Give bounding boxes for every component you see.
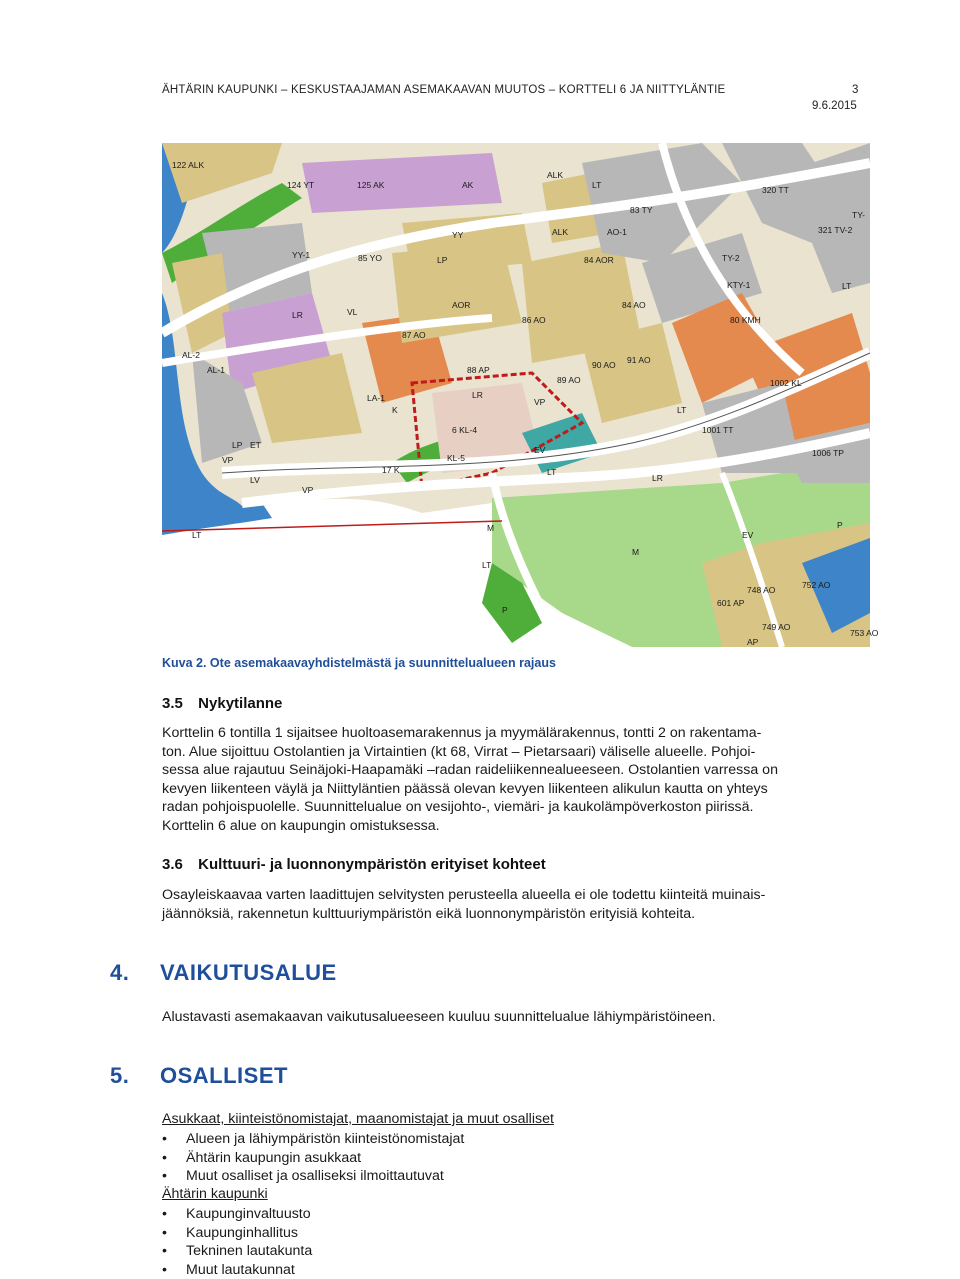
section-title: Nykytilanne: [198, 695, 283, 712]
map-label: 88 AP: [467, 365, 490, 375]
map-label: 748 AO: [747, 585, 776, 595]
map-label: 6 KL-4: [452, 425, 478, 435]
section-number: 3.5: [162, 695, 183, 712]
map-label: 320 TT: [762, 185, 789, 195]
map-label: 753 AO: [850, 628, 879, 638]
map-label: 85 YO: [358, 253, 382, 263]
map-label: LV: [250, 475, 260, 485]
paragraph-line: radan pohjoispuolelle. Suunnittelualue on vesijohto-, viemäri- ja kaukolämpöverkoston piirissä.: [162, 799, 754, 816]
document-date: 9.6.2015: [812, 100, 857, 112]
map-label: 84 AO: [622, 300, 646, 310]
section-number: 4.: [110, 960, 130, 985]
map-label: K: [392, 405, 398, 415]
map-label: 84 AOR: [584, 255, 614, 265]
map-label: ET: [250, 440, 261, 450]
map-label: YY: [452, 230, 464, 240]
paragraph-line: Korttelin 6 tontilla 1 sijaitsee huoltoasemarakennus ja myymälärakennus, tontti 2 on rakentama-: [162, 725, 762, 741]
map-label: AP: [747, 637, 759, 647]
section-3-6-heading: [162, 856, 546, 873]
map-label: 89 AO: [557, 375, 581, 385]
paragraph-line: Korttelin 6 alue on kaupungin omistuksessa.: [162, 817, 440, 834]
map-label: ALK: [552, 227, 569, 237]
section-number: 3.6: [162, 856, 183, 873]
stakeholders-group-heading: Asukkaat, kiinteistönomistajat, maanomistajat ja muut osalliset: [162, 1111, 554, 1127]
map-label: 86 AO: [522, 315, 546, 325]
map-label: LT: [482, 560, 492, 570]
map-label: AOR: [452, 300, 471, 310]
map-label: KTY-1: [727, 280, 751, 290]
map-label: LT: [677, 405, 687, 415]
map-label: LP: [437, 255, 448, 265]
map-label: 124 YT: [287, 180, 315, 190]
section-4-paragraph: Alustavasti asemakaavan vaikutusalueeseen kuuluu suunnittelualue lähiympäristöineen.: [162, 1009, 716, 1025]
map-label: 1001 TT: [702, 425, 734, 435]
city-bodies-list: [162, 1205, 312, 1279]
map-label: M: [487, 523, 495, 533]
section-3-6-paragraph: [162, 886, 862, 923]
map-label: KL-5: [447, 453, 465, 463]
map-label: 90 AO: [592, 360, 616, 370]
map-label: 87 AO: [402, 330, 426, 340]
map-label: ALK: [547, 170, 564, 180]
zoning-map-drawing: [162, 143, 879, 647]
list-item: • Tekninen lautakunta: [162, 1242, 312, 1261]
map-label: LT: [547, 467, 557, 477]
map-label: EV: [742, 530, 754, 540]
map-label: VP: [222, 455, 234, 465]
section-title: Kulttuuri- ja luonnonympäristön erityiset kohteet: [198, 856, 546, 873]
map-label: LA-1: [367, 393, 385, 403]
map-label: TY-2: [722, 253, 740, 263]
map-label: LR: [472, 390, 483, 400]
map-label: TY-: [852, 210, 865, 220]
stakeholders-list: [162, 1130, 464, 1186]
city-group-heading: Ähtärin kaupunki: [162, 1186, 268, 1202]
map-label: YY-1: [292, 250, 311, 260]
document-header-title: ÄHTÄRIN KAUPUNKI – KESKUSTAAJAMAN ASEMAKAAVAN MUUTOS – KORTTELI 6 JA NIITTYLÄNTIE: [162, 84, 726, 96]
map-label: 91 AO: [627, 355, 651, 365]
map-label: LR: [292, 310, 303, 320]
map-label: AO-1: [607, 227, 627, 237]
map-label: 1006 TP: [812, 448, 844, 458]
map-label: 752 AO: [802, 580, 831, 590]
map-label: P: [502, 605, 508, 615]
list-item: • Kaupunginvaltuusto: [162, 1205, 312, 1224]
map-label: 80 KMH: [730, 315, 761, 325]
map-label: 125 AK: [357, 180, 385, 190]
section-title: VAIKUTUSALUE: [160, 960, 337, 985]
map-label: 83 TY: [630, 205, 653, 215]
section-3-5-heading: [162, 695, 282, 712]
map-label: AL-1: [207, 365, 225, 375]
map-label: LT: [592, 180, 602, 190]
list-item: • Muut osalliset ja osalliseksi ilmoittautuvat: [162, 1167, 464, 1186]
map-label: P: [837, 520, 843, 530]
section-3-5-paragraph: [162, 724, 862, 836]
map-label: LP: [232, 440, 243, 450]
list-item: • Kaupunginhallitus: [162, 1224, 312, 1243]
paragraph-line: jäännöksiä, rakennetun kulttuuriympäristön eikä luonnonympäristön erityisiä kohteita.: [162, 905, 696, 922]
figure-caption: Kuva 2. Ote asemakaavayhdistelmästä ja suunnittelualueen rajaus: [162, 656, 556, 670]
map-label: AL-2: [182, 350, 200, 360]
list-item: • Ähtärin kaupungin asukkaat: [162, 1149, 464, 1168]
paragraph-line: sessa alue rajautuu Seinäjoki-Haapamäki –radan raideliikennealueeseen. Ostolantien varressa on: [162, 762, 778, 779]
page-number: 3: [852, 84, 859, 96]
map-label: M: [632, 547, 640, 557]
map-label: 122 ALK: [172, 160, 205, 170]
map-label: LT: [192, 530, 202, 540]
paragraph-line: kevyen liikenteen väylä ja Niittyläntien päässä olevan kevyen liikenteen alikulun kautta on yhteys: [162, 780, 768, 797]
map-label: AK: [462, 180, 474, 190]
map-label: VL: [347, 307, 358, 317]
map-label: VP: [534, 397, 546, 407]
map-label: 601 AP: [717, 598, 745, 608]
list-item: • Alueen ja lähiympäristön kiinteistönomistajat: [162, 1130, 464, 1149]
section-number: 5.: [110, 1063, 130, 1088]
map-label: LT: [842, 281, 852, 291]
map-label: 17 K: [382, 465, 400, 475]
map-label: LR: [652, 473, 663, 483]
map-label: EV: [534, 445, 546, 455]
paragraph-line: Osayleiskaavaa varten laadittujen selvitysten perusteella alueella ei ole todettu kiinteitä muinais-: [162, 887, 766, 903]
section-title: OSALLISET: [160, 1063, 288, 1088]
map-label: 1002 KL: [770, 378, 802, 388]
map-label: 749 AO: [762, 622, 791, 632]
paragraph-line: ton. Alue sijoittuu Ostolantien ja Virtaintien (kt 68, Virrat – Pietarsaari) väliselle alueelle. Pohjoi-: [162, 743, 756, 760]
list-item: • Muut lautakunnat: [162, 1261, 312, 1279]
map-label: 321 TV-2: [818, 225, 853, 235]
map-label: VP: [302, 485, 314, 495]
zoning-plan-map: [162, 143, 879, 647]
